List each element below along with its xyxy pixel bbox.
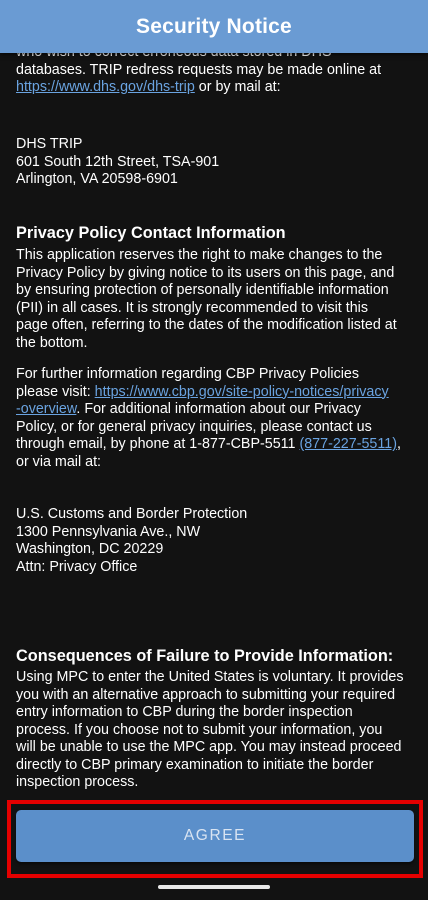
- app-header: [0, 0, 428, 53]
- text-line: page often, referring to the dates of the modification listed at: [16, 317, 397, 333]
- consequences-paragraph: [16, 669, 416, 792]
- notice-scroll-content[interactable]: [0, 32, 428, 800]
- text-line: [16, 401, 416, 419]
- privacy-paragraph-1: [16, 247, 416, 352]
- text-fragment: or by mail at:: [194, 79, 281, 95]
- text-fragment: through email, by phone at 1-877-CBP-5511: [16, 436, 300, 452]
- address-line: Arlington, VA 20598-6901: [16, 171, 178, 187]
- text-line: directly to CBP primary examination to initiate the border: [16, 756, 374, 773]
- text-line: Using MPC to enter the United States is voluntary. It provides: [16, 669, 404, 685]
- cbp-mailing-address: [16, 506, 416, 576]
- page-title: Security Notice: [136, 14, 292, 38]
- cbp-privacy-link[interactable]: https://www.cbp.gov/site-policy-notices/privacy: [94, 383, 389, 400]
- text-line: you with an alternative approach to submitting your required: [16, 686, 396, 703]
- text-line: entry information to CBP during the border inspection: [16, 704, 353, 720]
- text-line: process. If you choose not to submit your information, you: [16, 721, 383, 738]
- text-line: or via mail at:: [16, 453, 102, 470]
- dhs-trip-address: [16, 136, 416, 189]
- text-line: [16, 79, 416, 97]
- text-line: by ensuring protection of personally identifiable information: [16, 282, 389, 298]
- text-line: [16, 384, 416, 402]
- text-line: Privacy Policy by giving notice to its users on this page, and: [16, 264, 395, 281]
- text-line: the bottom.: [16, 334, 88, 351]
- text-fragment: ,: [396, 436, 401, 452]
- address-line: Attn: Privacy Office: [16, 558, 138, 575]
- text-line: inspection process.: [16, 774, 139, 790]
- phone-link[interactable]: (877-227-5511): [299, 436, 397, 452]
- text-fragment: . For additional information about our Privacy: [76, 401, 361, 417]
- address-line: Washington, DC 20229: [16, 541, 164, 557]
- address-line: U.S. Customs and Border Protection: [16, 506, 248, 522]
- address-line: DHS TRIP: [16, 136, 83, 152]
- address-line: 1300 Pennsylvania Ave., NW: [16, 523, 201, 540]
- address-line: 601 South 12th Street, TSA-901: [16, 153, 220, 170]
- home-indicator[interactable]: [158, 885, 270, 889]
- privacy-contact-heading: Privacy Policy Contact Information: [16, 224, 286, 242]
- text-fragment: please visit:: [16, 383, 95, 400]
- text-line: (PII) in all cases. It is strongly recommended to visit this: [16, 299, 368, 316]
- text-line: databases. TRIP redress requests may be made online at: [16, 61, 382, 78]
- text-line: will be unable to use the MPC app. You may instead proceed: [16, 739, 402, 755]
- consequences-heading: Consequences of Failure to Provide Information:: [16, 647, 394, 665]
- text-line: Policy, or for general privacy inquiries, please contact us: [16, 418, 372, 435]
- dhs-trip-link[interactable]: https://www.dhs.gov/dhs-trip: [16, 79, 195, 95]
- privacy-paragraph-2: [16, 366, 416, 471]
- cbp-privacy-link-continued[interactable]: -overview: [16, 401, 77, 417]
- text-line: This application reserves the right to make changes to the: [16, 247, 383, 263]
- text-line: For further information regarding CBP Privacy Policies: [16, 366, 359, 382]
- text-line: [16, 436, 416, 454]
- agree-button-label: AGREE: [183, 827, 247, 844]
- agree-button[interactable]: [16, 810, 414, 862]
